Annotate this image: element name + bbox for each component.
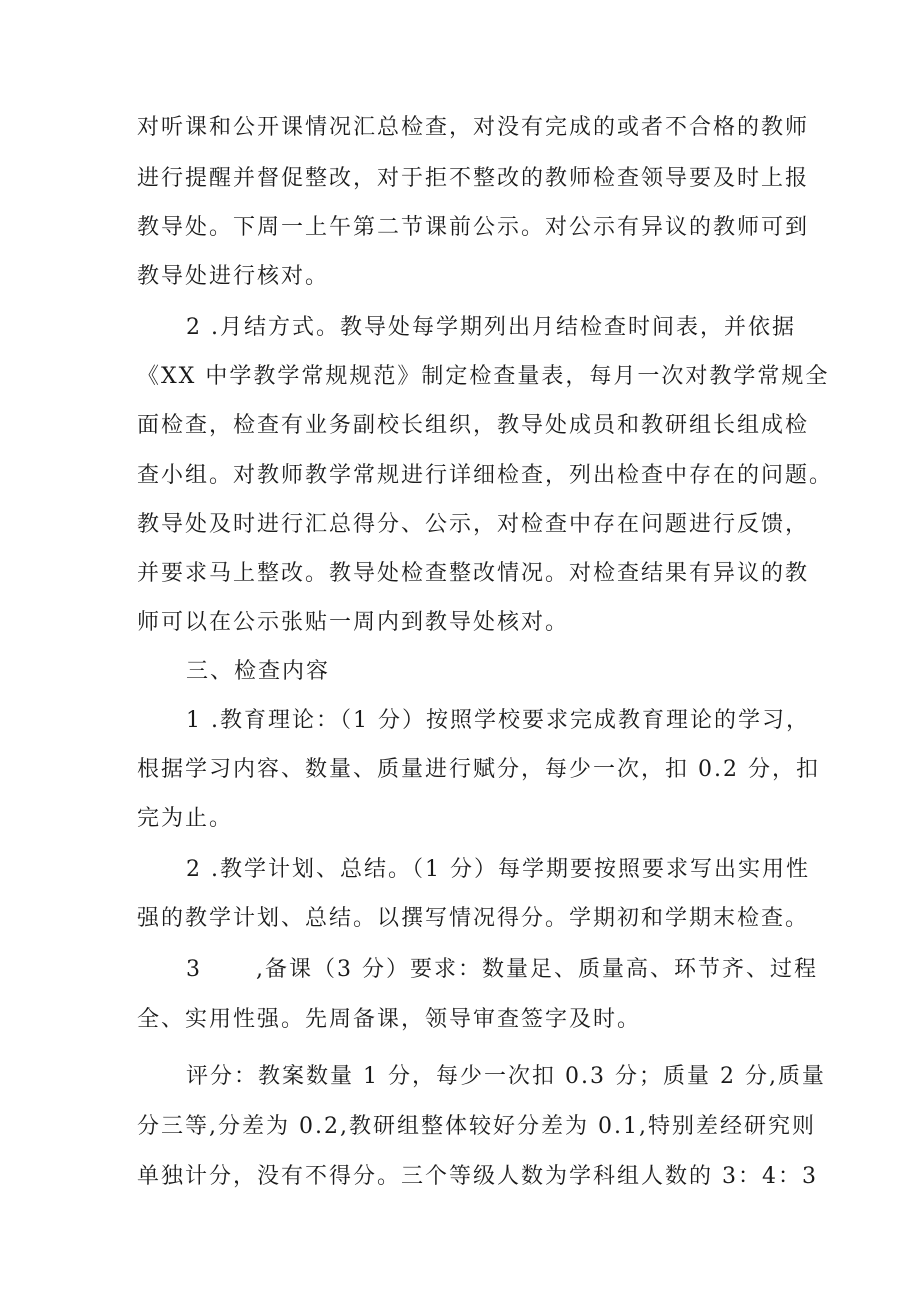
text-line-6: 《XX 中学教学常规规范》制定检查量表，每月一次对教学常规全 — [137, 364, 830, 389]
section-heading: 三、检查内容 — [186, 659, 331, 684]
text-line-15: 完为止。 — [137, 806, 234, 831]
text-line-14: 根据学习内容、数量、质量进行赋分，每少一次，扣 0.2 分，扣 — [137, 757, 820, 782]
text-line-7: 面检查，检查有业务副校长组织，教导处成员和教研组长组成检 — [137, 413, 810, 438]
text-line-19: 全、实用性强。先周备课，领导审查签字及时。 — [137, 1007, 642, 1032]
text-line-22: 单独计分，没有不得分。三个等级人数为学科组人数的 3：4：3 — [137, 1164, 818, 1189]
text-line-3: 教导处。下周一上午第二节课前公示。对公示有异议的教师可到 — [137, 215, 810, 240]
text-line-20: 评分：教案数量 1 分，每少一次扣 0.3 分；质量 2 分,质量 — [186, 1064, 826, 1089]
text-line-17: 强的教学计划、总结。以撰写情况得分。学期初和学期末检查。 — [137, 906, 810, 931]
text-line-21: 分三等,分差为 0.2,教研组整体较好分差为 0.1,特别差经研究则 — [137, 1114, 816, 1139]
text-line-13: 1 .教育理论：（1 分）按照学校要求完成教育理论的学习， — [186, 708, 810, 733]
text-line-1: 对听课和公开课情况汇总检查，对没有完成的或者不合格的教师 — [137, 115, 810, 140]
text-line-18: 3 ,备课（3 分）要求：数量足、质量高、环节齐、过程 — [186, 957, 818, 982]
text-line-9: 教导处及时进行汇总得分、公示，对检查中存在问题进行反馈， — [137, 512, 810, 537]
text-line-5: 2 .月结方式。教导处每学期列出月结检查时间表，并依据 — [186, 315, 796, 340]
text-line-11: 师可以在公示张贴一周内到教导处核对。 — [137, 610, 570, 635]
text-line-8: 查小组。对教师教学常规进行详细检查，列出检查中存在的问题。 — [137, 463, 834, 488]
text-line-4: 教导处进行核对。 — [137, 264, 330, 289]
text-line-10: 并要求马上整改。教导处检查整改情况。对检查结果有异议的教 — [137, 561, 810, 586]
text-line-2: 进行提醒并督促整改，对于拒不整改的教师检查领导要及时上报 — [137, 166, 810, 191]
text-line-16: 2 .教学计划、总结。（1 分）每学期要按照要求写出实用性 — [186, 857, 810, 882]
